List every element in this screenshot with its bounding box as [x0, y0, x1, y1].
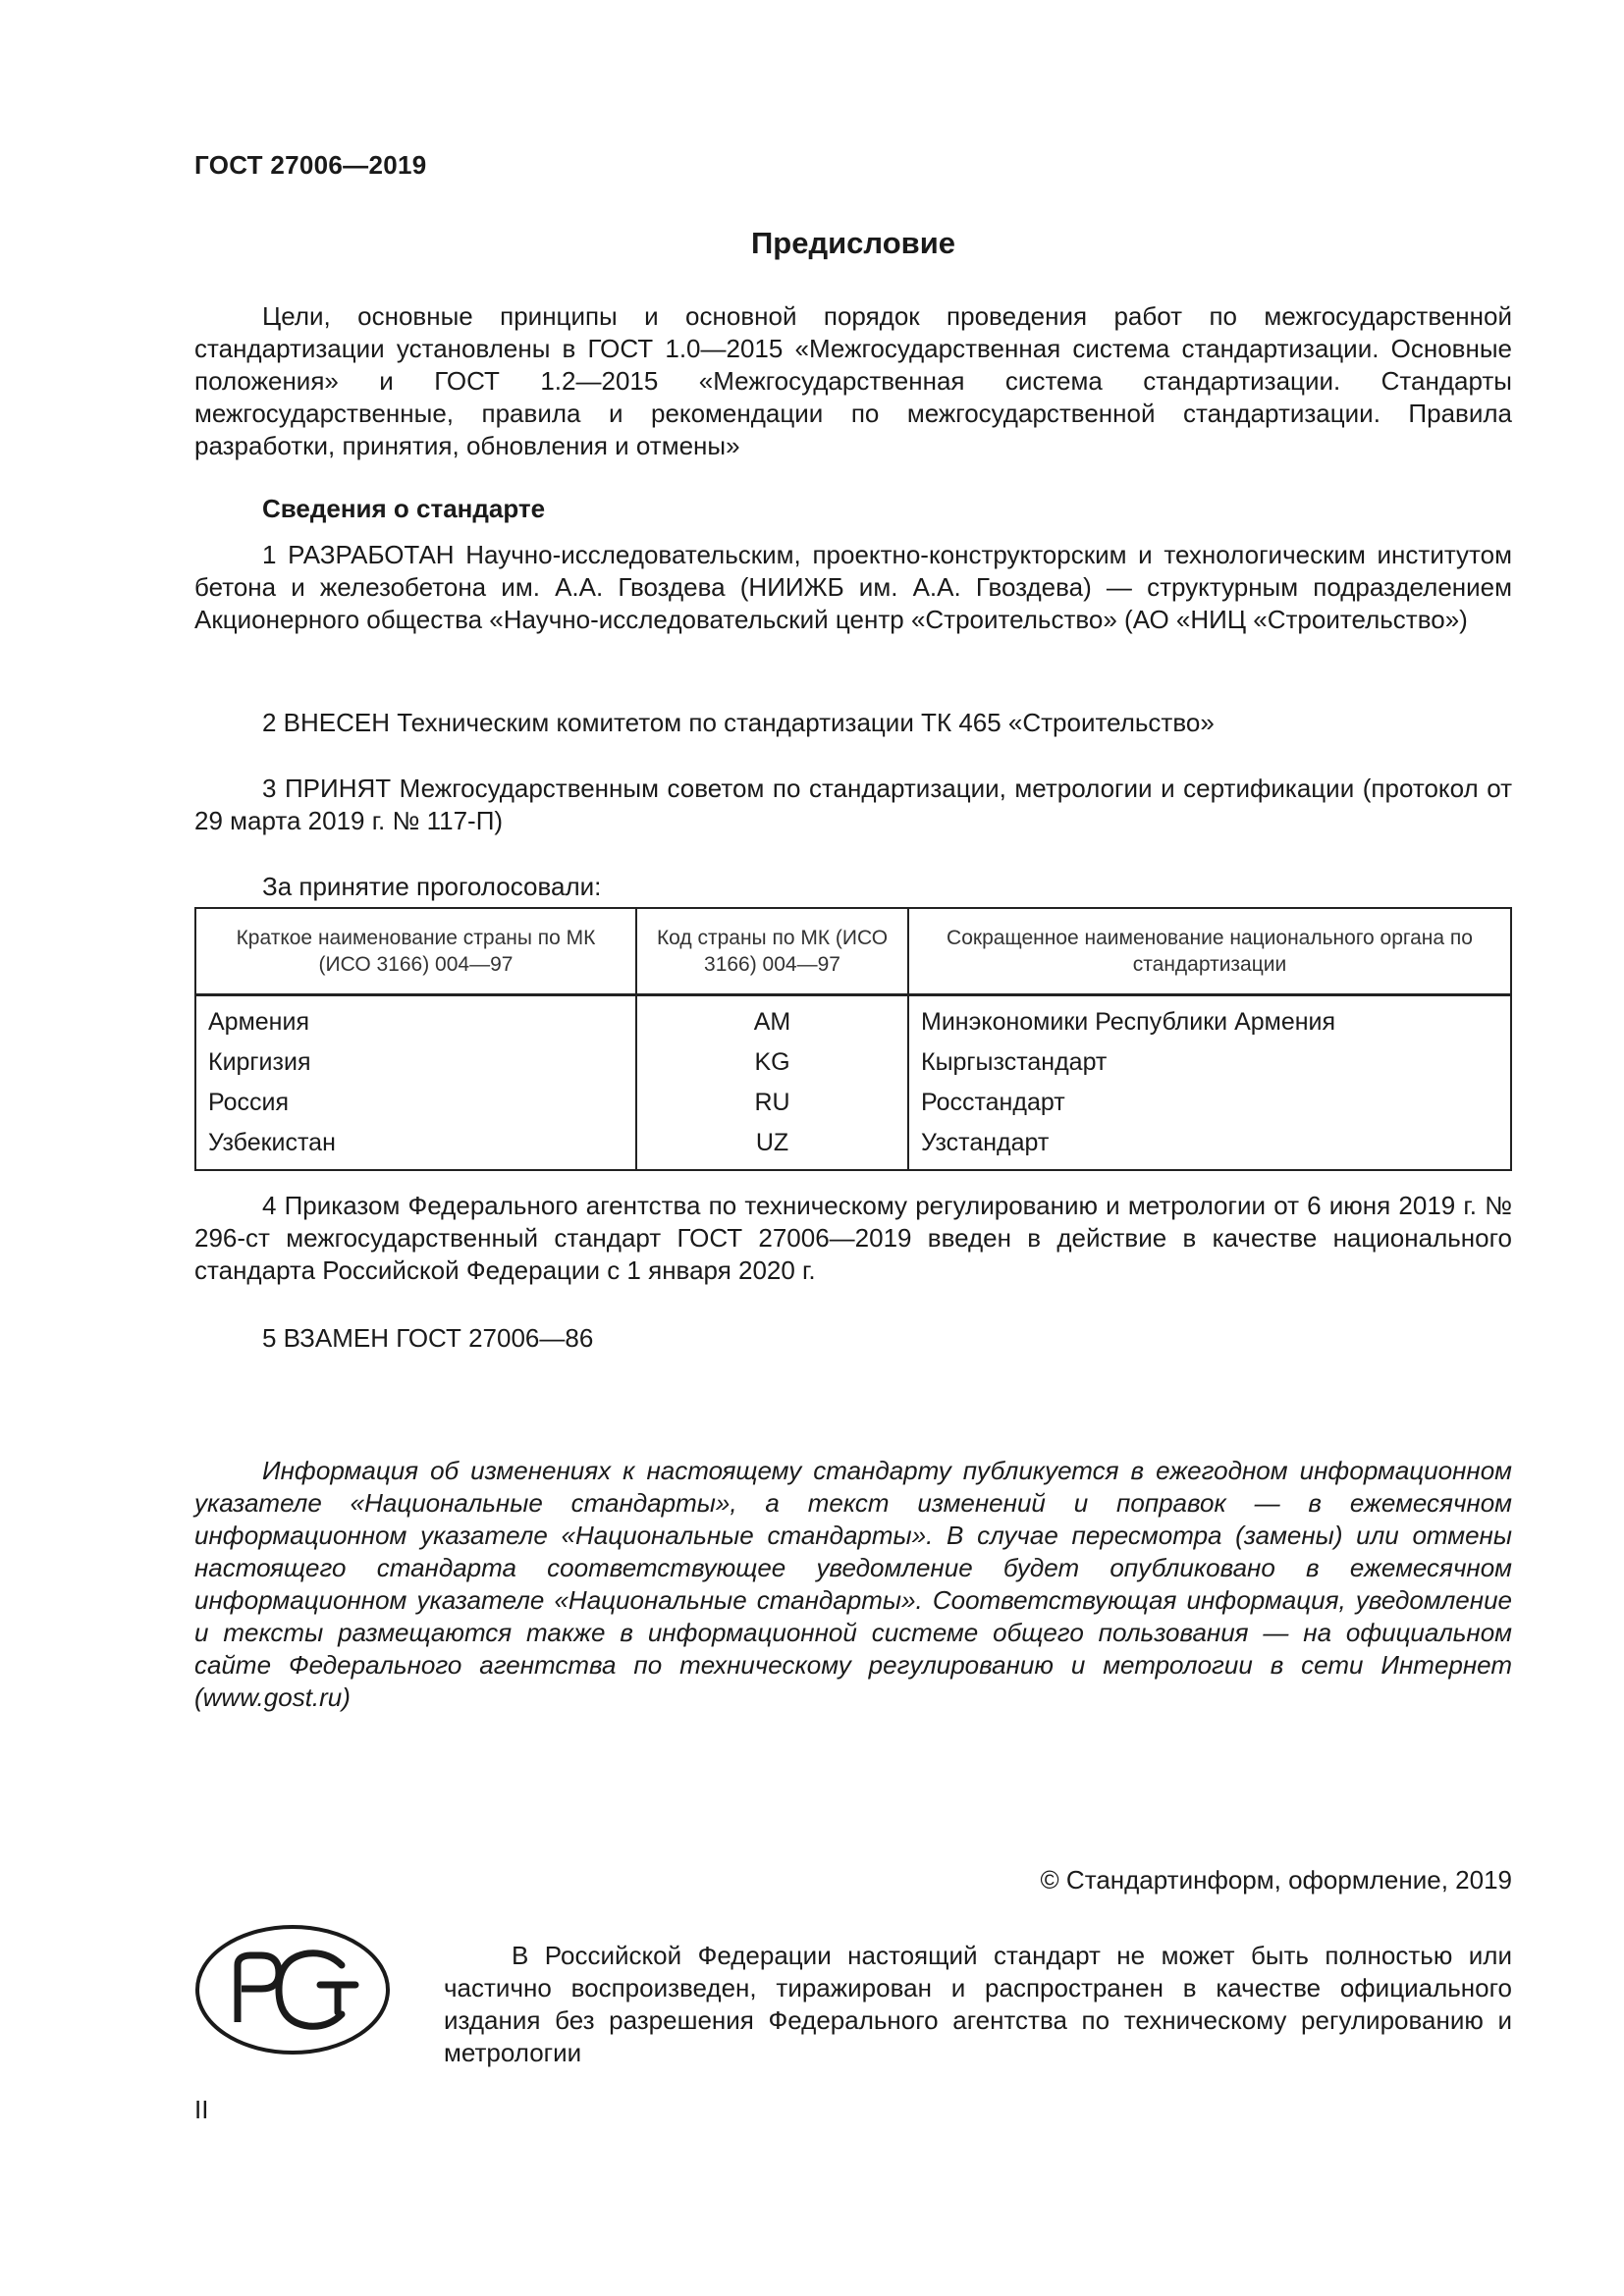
cell-country: Киргизия [195, 1042, 636, 1083]
cell-code: RU [636, 1083, 908, 1123]
vote-label: За принятие проголосовали: [262, 872, 602, 901]
item-introduced: 2 ВНЕСЕН Техническим комитетом по стандартизации ТК 465 «Строительство» [262, 708, 1215, 737]
item-replaces: 5 ВЗАМЕН ГОСТ 27006—86 [262, 1323, 594, 1353]
item-adopted: 3 ПРИНЯТ Межгосударственным советом по стандартизации, метрологии и сертификации (протокол от 29 марта 2019 г. № 117-П) [194, 774, 1512, 835]
page-title: Предисловие [750, 226, 955, 260]
header-body: Сокращенное наименование национального органа по стандартизации [908, 908, 1511, 995]
cell-country: Россия [195, 1083, 636, 1123]
voting-table [194, 907, 1512, 1171]
cell-body: Росстандарт [921, 1089, 1065, 1116]
cell-body: Кыргызстандарт [921, 1048, 1108, 1076]
intro-paragraph: Цели, основные принципы и основной порядок проведения работ по межгосударственной стандартизации установлены в ГОСТ 1.0—2015 «Межгосударственная система стандартизации. Основные положения» и ГОСТ 1.2—2015 «Межгосударственная система стандартизации. Стандарты межгосударственные, правила и рекомендации по межгосударственной стандартизации. Правила разработки, принятия, обновления и отмены» [194, 301, 1512, 460]
rst-certification-mark-icon [194, 1924, 391, 2056]
table-row [195, 1123, 1511, 1170]
cell-code: UZ [636, 1123, 908, 1170]
item-enacted: 4 Приказом Федерального агентства по техническому регулированию и метрологии от 6 июня 2019 г. № 296-ст межгосударственный стандарт ГОСТ 27006—2019 введен в действие в качестве национального стандарта Российской Федерации с 1 января 2020 г. [194, 1191, 1512, 1285]
copyright-line: © Стандартинформ, оформление, 2019 [1040, 1865, 1512, 1895]
table-row [195, 1083, 1511, 1123]
section-heading: Сведения о стандарте [262, 494, 546, 523]
item-developed: 1 РАЗРАБОТАН Научно-исследовательским, проектно-конструкторским и технологическим институтом бетона и железобетона им. А.А. Гвоздева (НИИЖБ им. А.А. Гвоздева) — структурным подразделением Акционерного общества «Научно-исследовательский центр «Строительство» (АО «НИЦ «Строительство») [194, 540, 1512, 634]
cell-country: Узбекистан [195, 1123, 636, 1170]
header-country: Краткое наименование страны по МК (ИСО 3166) 004—97 [195, 908, 636, 995]
table-header-row [195, 908, 1511, 995]
table-row [195, 995, 1511, 1043]
cell-code: KG [636, 1042, 908, 1083]
cell-code: AM [636, 995, 908, 1043]
page-number: II [194, 2095, 209, 2124]
cell-country: Армения [195, 995, 636, 1043]
cell-body: Минэкономики Республики Армения [921, 1008, 1336, 1036]
table-row [195, 1042, 1511, 1083]
document-code: ГОСТ 27006—2019 [194, 150, 427, 180]
amendments-notice: Информация об изменениях к настоящему стандарту публикуется в ежегодном информационном указателе «Национальные стандарты», а текст изменений и поправок — в ежемесячном информационном указателе «Национальные стандарты». В случае пересмотра (замены) или отмены настоящего стандарта соответствующее уведомление будет опубликовано в ежемесячном информационном указателе «Национальные стандарты». Соответствующая информация, уведомление и тексты размещаются также в информационной системе общего пользования — на официальном сайте Федерального агентства по техническому регулированию и метрологии в сети Интернет (www.gost.ru) [194, 1456, 1512, 1712]
cell-body: Узстандарт [921, 1129, 1050, 1156]
header-code: Код страны по МК (ИСО 3166) 004—97 [636, 908, 908, 995]
rights-notice: В Российской Федерации настоящий стандарт не может быть полностью или частично воспроизведен, тиражирован и распространен в качестве официального издания без разрешения Федерального агентства по техническому регулированию и метрологии [444, 1941, 1512, 2067]
